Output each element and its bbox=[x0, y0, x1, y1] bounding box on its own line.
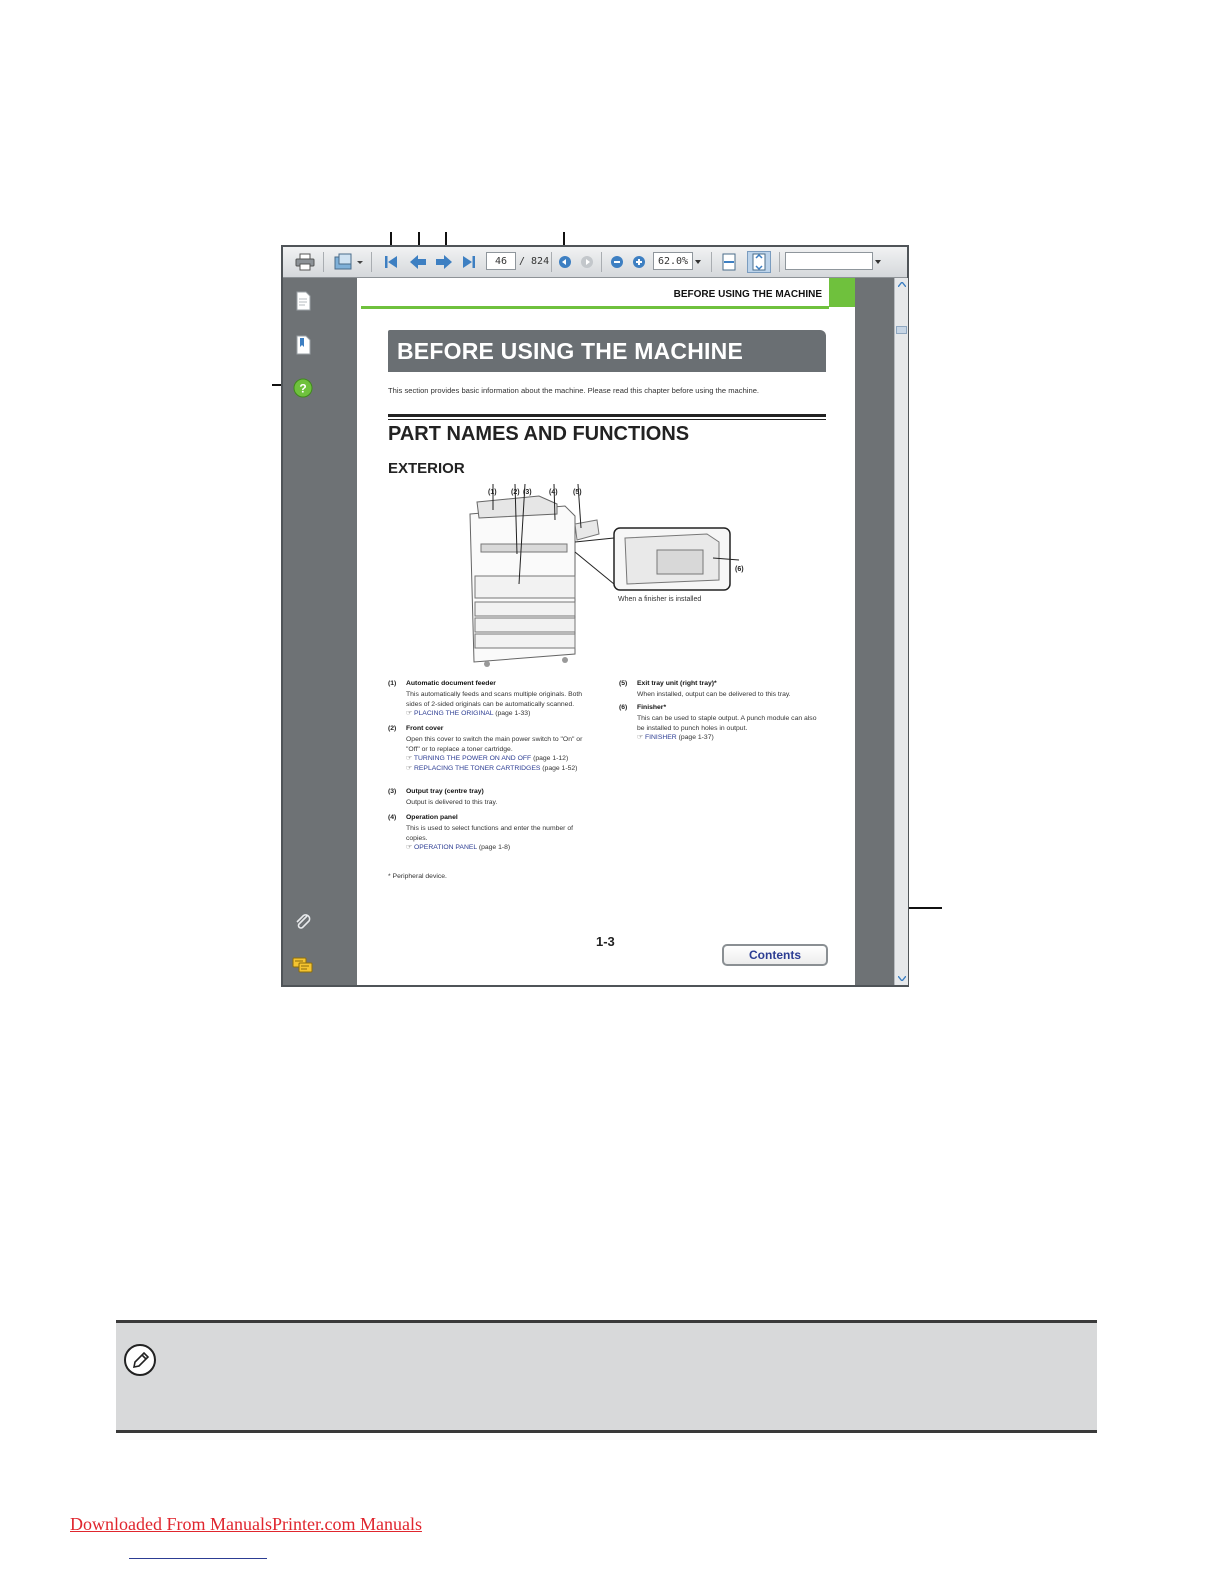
pages-panel-button[interactable] bbox=[291, 289, 315, 313]
last-page-icon bbox=[461, 254, 477, 270]
chevron-down-icon bbox=[898, 976, 906, 981]
part-description-text: Open this cover to switch the main power switch to "On" or "Off" or to replace a toner cartridge. bbox=[406, 736, 583, 753]
subsection-title: EXTERIOR bbox=[388, 460, 465, 477]
part-description bbox=[637, 690, 825, 700]
callout-label-2: (2) bbox=[511, 489, 520, 496]
contents-button[interactable]: Contents bbox=[722, 944, 828, 966]
last-page-button[interactable] bbox=[459, 251, 479, 273]
section-rule-thin bbox=[388, 419, 826, 420]
header-rule bbox=[361, 306, 829, 309]
toolbar-separator bbox=[779, 252, 780, 272]
fit-page-icon bbox=[751, 253, 767, 271]
callout-label-3: (3) bbox=[523, 489, 532, 496]
callout-label-4: (4) bbox=[549, 489, 558, 496]
section-rule-thick bbox=[388, 414, 826, 417]
header-accent-block bbox=[829, 278, 855, 307]
reference-page: (page 1-37) bbox=[678, 734, 714, 742]
part-item bbox=[388, 724, 598, 784]
fit-width-button[interactable] bbox=[719, 251, 739, 273]
intro-text: This section provides basic information about the machine. Please read this chapter before using the machine. bbox=[388, 386, 760, 395]
part-description bbox=[406, 824, 594, 853]
previous-page-button[interactable] bbox=[407, 251, 429, 273]
chapter-title: BEFORE USING THE MACHINE bbox=[397, 338, 743, 364]
navigation-pane bbox=[283, 278, 357, 985]
bookmark-icon bbox=[294, 335, 312, 355]
next-page-button[interactable] bbox=[433, 251, 455, 273]
illustration-caption: When a finisher is installed bbox=[618, 596, 702, 603]
paperclip-icon bbox=[293, 912, 313, 932]
reference-page: (page 1-52) bbox=[542, 764, 578, 772]
part-title: Output tray (centre tray) bbox=[406, 788, 484, 795]
reference-link[interactable]: TURNING THE POWER ON AND OFF bbox=[413, 755, 532, 763]
part-number: (5) bbox=[619, 680, 628, 687]
fit-page-button[interactable] bbox=[747, 251, 771, 273]
zoom-out-button[interactable] bbox=[608, 251, 626, 273]
send-document-button[interactable] bbox=[331, 251, 365, 273]
toolbar-separator bbox=[601, 252, 602, 272]
chevron-up-icon bbox=[898, 282, 906, 287]
part-item bbox=[619, 679, 829, 701]
part-description-text: This is used to select functions and enter the number of copies. bbox=[406, 825, 573, 842]
machine-illustration bbox=[457, 484, 767, 674]
part-title: Front cover bbox=[406, 725, 444, 732]
pages-icon bbox=[294, 291, 312, 311]
reference-page: (page 1-8) bbox=[478, 844, 511, 852]
reference-link[interactable]: OPERATION PANEL bbox=[413, 844, 477, 852]
part-item bbox=[388, 787, 598, 809]
next-view-button[interactable] bbox=[578, 251, 596, 273]
part-number: (4) bbox=[388, 814, 397, 821]
zoom-out-icon bbox=[610, 255, 624, 269]
reference-icon: ☞ bbox=[406, 764, 414, 772]
comments-panel-button[interactable] bbox=[291, 954, 315, 978]
part-item bbox=[388, 679, 598, 721]
zoom-in-icon bbox=[632, 255, 646, 269]
pdf-viewer-window bbox=[281, 245, 909, 987]
reference-icon: ☞ bbox=[406, 844, 414, 852]
attachments-panel-button[interactable] bbox=[291, 910, 315, 934]
help-icon bbox=[293, 378, 313, 398]
help-panel-button[interactable] bbox=[291, 376, 315, 400]
toolbar-separator bbox=[323, 252, 324, 272]
send-document-icon bbox=[332, 252, 364, 272]
part-title: Finisher* bbox=[637, 704, 667, 711]
reference-icon: ☞ bbox=[406, 755, 414, 763]
zoom-in-button[interactable] bbox=[630, 251, 648, 273]
reference-page: (page 1-12) bbox=[533, 755, 569, 763]
reference-icon: ☞ bbox=[637, 734, 645, 742]
part-description-text: When installed, output can be delivered to this tray. bbox=[637, 691, 791, 698]
search-input[interactable] bbox=[785, 252, 873, 270]
header-title: BEFORE USING THE MACHINE bbox=[673, 289, 822, 300]
zoom-dropdown-button[interactable] bbox=[694, 251, 702, 273]
footnote: * Peripheral device. bbox=[388, 873, 447, 880]
part-number: (1) bbox=[388, 680, 397, 687]
part-description-text: This can be used to staple output. A punch module can also be installed to punch holes in output. bbox=[637, 715, 817, 732]
part-description bbox=[637, 714, 825, 743]
section-title: PART NAMES AND FUNCTIONS bbox=[388, 423, 690, 445]
document-page bbox=[357, 278, 855, 985]
scroll-up-button[interactable] bbox=[895, 278, 908, 291]
footer-download-link[interactable]: Downloaded From ManualsPrinter.com Manuals bbox=[70, 1514, 422, 1534]
reference-link[interactable]: REPLACING THE TONER CARTRIDGES bbox=[413, 764, 541, 772]
callout-label-6: (6) bbox=[735, 566, 744, 573]
page-number-input[interactable]: 46 bbox=[486, 252, 516, 270]
part-description-text: This automatically feeds and scans multiple originals. Both sides of 2-sided originals can be automatically scanned. bbox=[406, 691, 583, 708]
note-box bbox=[116, 1320, 1097, 1433]
reference-link[interactable]: FINISHER bbox=[644, 734, 677, 742]
chapter-title-bar bbox=[388, 330, 826, 372]
first-page-button[interactable] bbox=[381, 251, 401, 273]
toolbar-separator bbox=[711, 252, 712, 272]
chevron-down-icon bbox=[695, 260, 701, 264]
print-button[interactable] bbox=[293, 251, 317, 273]
part-description bbox=[406, 735, 594, 773]
svg-text:?: ? bbox=[299, 381, 307, 396]
page-header bbox=[361, 278, 855, 307]
next-view-icon bbox=[580, 255, 594, 269]
page-number: 1-3 bbox=[596, 934, 615, 949]
part-item bbox=[619, 703, 829, 745]
fit-width-icon bbox=[721, 253, 737, 271]
callout-label-1: (1) bbox=[488, 489, 497, 496]
viewer-toolbar bbox=[283, 247, 907, 278]
part-description bbox=[406, 690, 594, 719]
pencil-note-icon bbox=[123, 1343, 157, 1377]
toolbar-separator bbox=[371, 252, 372, 272]
previous-view-button[interactable] bbox=[556, 251, 574, 273]
part-title: Operation panel bbox=[406, 814, 458, 821]
reference-page: (page 1-33) bbox=[495, 710, 531, 718]
scroll-thumb[interactable] bbox=[896, 326, 907, 334]
part-title: Exit tray unit (right tray)* bbox=[637, 680, 717, 687]
part-item bbox=[388, 813, 598, 853]
chevron-down-icon bbox=[875, 260, 881, 264]
reference-icon: ☞ bbox=[406, 710, 414, 718]
scroll-down-button[interactable] bbox=[895, 972, 908, 985]
footer-rule bbox=[129, 1558, 267, 1559]
comments-icon bbox=[292, 957, 314, 975]
toolbar-separator bbox=[551, 252, 552, 272]
callout-label-5: (5) bbox=[573, 489, 582, 496]
search-dropdown-button[interactable] bbox=[874, 251, 882, 273]
arrow-left-icon bbox=[409, 254, 427, 270]
part-number: (2) bbox=[388, 725, 397, 732]
previous-view-icon bbox=[558, 255, 572, 269]
part-title: Automatic document feeder bbox=[406, 680, 496, 687]
first-page-icon bbox=[383, 254, 399, 270]
arrow-right-icon bbox=[435, 254, 453, 270]
vertical-scrollbar[interactable] bbox=[894, 278, 908, 985]
bookmarks-panel-button[interactable] bbox=[291, 333, 315, 357]
printer-icon bbox=[295, 253, 315, 271]
part-number: (6) bbox=[619, 704, 628, 711]
page-total-label: / 824 bbox=[519, 256, 550, 267]
part-number: (3) bbox=[388, 788, 397, 795]
reference-link[interactable]: PLACING THE ORIGINAL bbox=[413, 710, 494, 718]
part-description-text: Output is delivered to this tray. bbox=[406, 799, 498, 806]
part-description bbox=[406, 798, 594, 808]
zoom-level-input[interactable]: 62.0% bbox=[653, 252, 693, 270]
